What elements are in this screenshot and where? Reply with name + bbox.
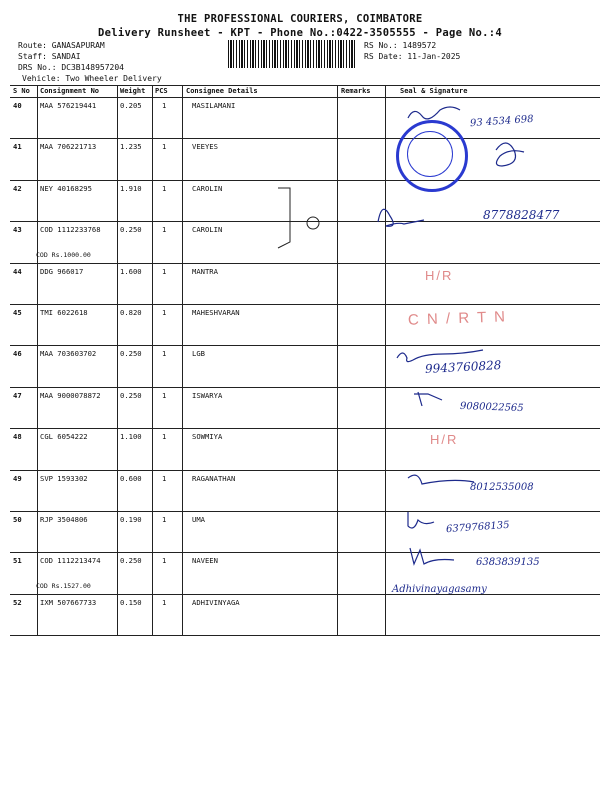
rs-date: RS Date: 11-Jan-2025 [364, 52, 461, 61]
row-consignment: TMI 6022618 [40, 308, 88, 317]
row-pcs: 1 [162, 142, 167, 152]
row-consignee: MANTRA [192, 266, 218, 276]
row-weight: 0.820 [120, 308, 142, 317]
barcode [228, 40, 356, 68]
table-row [10, 345, 600, 386]
row-pcs: 1 [162, 432, 167, 442]
row-consignee: CAROLIN [192, 183, 223, 193]
table-row [10, 263, 600, 304]
row-consignee: NAVEEN [192, 556, 218, 566]
col-seal-signature: Seal & Signature [400, 87, 468, 95]
table-row [10, 138, 600, 179]
table-rule [10, 85, 600, 86]
row-pcs: 1 [162, 183, 167, 193]
row-weight: 0.250 [120, 349, 142, 359]
table-row [10, 221, 600, 262]
row-weight: 1.235 [120, 142, 142, 152]
row-consignee: MAHESHVARAN [192, 308, 240, 317]
rs-number: RS No.: 1489572 [364, 41, 437, 50]
row-pcs: 1 [162, 266, 167, 276]
col-remarks: Remarks [341, 87, 371, 95]
col-consignee: Consignee Details [186, 87, 258, 95]
row-consignment: IXM 507667733 [40, 597, 97, 607]
row-pcs: 1 [162, 225, 167, 235]
runsheet-title: Delivery Runsheet - KPT - Phone No.:0422-3505555 - Page No.:4 [98, 27, 502, 39]
row-consignment: CGL 6054222 [40, 432, 88, 442]
row-weight: 0.250 [120, 556, 142, 566]
row-consignment: MAA 9000078872 [40, 390, 101, 400]
row-pcs: 1 [162, 101, 167, 110]
row-pcs: 1 [162, 308, 167, 317]
handwriting-r44: H/R [425, 268, 454, 283]
route: Route: GANASAPURAM [18, 41, 105, 50]
row-consignment: MAA 706221713 [40, 142, 97, 152]
handwriting-r49: 8012535008 [470, 482, 534, 493]
row-sno: 48 [13, 432, 22, 442]
row-pcs: 1 [162, 473, 167, 483]
row-consignment: MAA 576219441 [40, 101, 97, 110]
row-consignee: CAROLIN [192, 225, 223, 235]
row-sno: 43 [13, 225, 22, 235]
row-weight: 0.205 [120, 101, 142, 110]
row-consignment: MAA 703603702 [40, 349, 97, 359]
company-title: THE PROFESSIONAL COURIERS, COIMBATORE [177, 13, 423, 25]
row-cod-amount: COD Rs.1527.00 [36, 582, 91, 591]
row-weight: 0.250 [120, 390, 142, 400]
row-sno: 40 [13, 101, 22, 110]
table-row [10, 428, 600, 469]
table-rule [10, 635, 600, 636]
table-row [10, 511, 600, 552]
row-pcs: 1 [162, 515, 167, 524]
row-pcs: 1 [162, 349, 167, 359]
row-consignee: MASILAMANI [192, 101, 236, 110]
row-weight: 1.600 [120, 266, 142, 276]
row-consignee: VEEYES [192, 142, 218, 152]
row-sno: 52 [13, 597, 22, 607]
row-sno: 46 [13, 349, 22, 359]
row-weight: 1.100 [120, 432, 142, 442]
row-weight: 0.190 [120, 515, 142, 524]
row-sno: 45 [13, 308, 22, 317]
row-sno: 50 [13, 515, 22, 524]
col-consignment: Consignment No [40, 87, 100, 95]
row-consignment: DDG 966017 [40, 266, 84, 276]
row-sno: 49 [13, 473, 22, 483]
col-sno: S No [13, 87, 30, 95]
handwriting-r50: 6379768135 [445, 519, 510, 536]
handwriting-r43: 8778828477 [483, 208, 560, 222]
row-weight: 1.910 [120, 183, 142, 193]
table-row [10, 594, 600, 635]
row-sno: 47 [13, 390, 22, 400]
row-weight: 0.600 [120, 473, 142, 483]
table-row [10, 304, 600, 345]
row-pcs: 1 [162, 390, 167, 400]
row-consignee: ISWARYA [192, 390, 223, 400]
col-pcs: PCS [155, 87, 168, 95]
row-consignment: COD 1112213474 [40, 556, 101, 566]
row-consignee: SOWMIYA [192, 432, 223, 442]
row-weight: 0.250 [120, 225, 142, 235]
row-cod-amount: COD Rs.1000.00 [36, 251, 91, 260]
row-consignee: ADHIVINYAGA [192, 597, 240, 607]
row-consignee: LGB [192, 349, 205, 359]
row-sno: 44 [13, 266, 22, 276]
handwriting-r51: 6383839135 [476, 557, 540, 568]
handwriting-r46: 9943760828 [424, 358, 502, 376]
row-pcs: 1 [162, 556, 167, 566]
handwriting-r48: H/R [430, 432, 459, 447]
row-pcs: 1 [162, 597, 167, 607]
row-consignment: NEY 40168295 [40, 183, 92, 193]
row-weight: 0.150 [120, 597, 142, 607]
row-consignment: RJP 3504806 [40, 515, 88, 524]
staff: Staff: SANDAI [18, 52, 81, 61]
company-stamp [396, 120, 468, 192]
drs-number: DRS No.: DC3B148957204 [18, 63, 124, 72]
vehicle: Vehicle: Two Wheeler Delivery [22, 74, 162, 83]
row-consignment: SVP 1593302 [40, 473, 88, 483]
handwriting-r45: C N / R T N [407, 308, 508, 329]
handwriting-r47: 9080022565 [459, 400, 524, 415]
handwriting-r52: Adhivinayagasamy [392, 584, 487, 595]
row-sno: 51 [13, 556, 22, 566]
row-consignee: RAGANATHAN [192, 473, 236, 483]
row-sno: 42 [13, 183, 22, 193]
row-consignment: COD 1112233768 [40, 225, 101, 235]
row-sno: 41 [13, 142, 22, 152]
handwriting-r40: 93 4534 698 [469, 113, 534, 130]
row-consignee: UMA [192, 515, 205, 524]
col-weight: Weight [120, 87, 146, 95]
